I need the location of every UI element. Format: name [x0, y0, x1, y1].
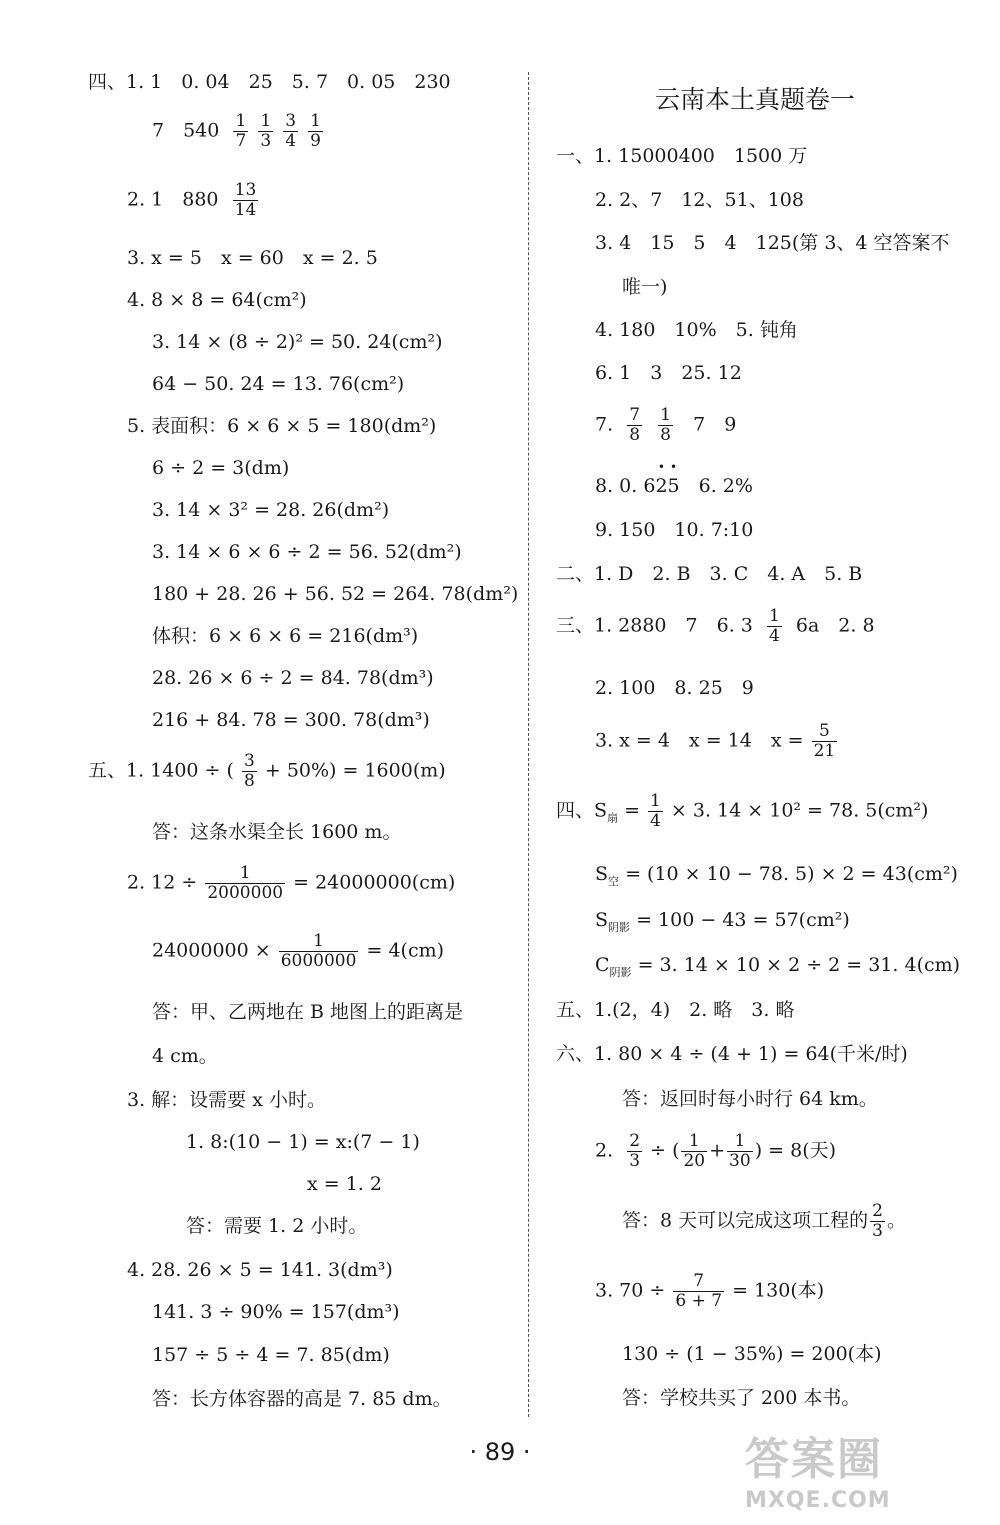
fraction: $\frac{1}{6000000}$	[280, 931, 357, 971]
watermark-site: MXQE.COM	[745, 1488, 891, 1513]
r-s4-line2: $S_空 = (10 \times 10 - 78$. 5) × 2 = 43(cm²)	[595, 863, 958, 888]
s4-q1-line1: 四、1. 1 0. 04 25 5. 7 0. 05 230	[88, 71, 451, 93]
fraction: $\frac{3}{8}$	[243, 751, 255, 791]
fraction: $\frac{1}{3}$	[260, 111, 272, 151]
s4-q5-line4: 3. 14 × 6 × 6 ÷ 2 = 56. 52(dm²)	[152, 541, 462, 563]
r-s1-q3-line1: 3. 4 15 5 4 125(第 3、4 空答案不	[595, 232, 950, 254]
r-s1-q7: 7. $\frac{7}{8}$ $\frac{1}{8}$ 7 9	[595, 405, 737, 445]
s4-q1-line2: 7 540 $\frac{1}{7}$ $\frac{1}{3}$ $\frac{3}{4}$ $\frac{1}{9}$	[152, 111, 321, 151]
fraction: $\frac{1}{30}$	[729, 1131, 751, 1171]
s5-q4-line2: 141. 3 ÷ 90% = 157(dm³)	[152, 1301, 400, 1323]
r-s6-q1: 六、1. 80 × 4 ÷ (4 + 1) = 64(千米/时)	[556, 1043, 908, 1065]
s5-q2-answer-line1: 答：甲、乙两地在 B 地图上的距离是	[152, 1001, 464, 1023]
fraction: $\frac{2}{3}$	[629, 1131, 641, 1171]
s5-q4-line3: 157 ÷ 5 ÷ 4 = 7. 85(dm)	[152, 1344, 390, 1366]
watermark-logo: 答案圈	[745, 1434, 883, 1485]
s5-q2-line2: 24000000 × $\frac{1}{6000000}$ = 4(cm)	[152, 931, 445, 971]
s4-q5-line8: 216 + 84. 78 = 300. 78(dm³)	[152, 709, 430, 731]
s5-q1: 五、1. 1400 ÷ ( $\frac{3}{8}$ + 50%) = 1600(m)	[88, 751, 446, 791]
r-s5: 五、1.(2，4) 2. 略 3. 略	[556, 999, 795, 1021]
s4-q5-line6: 体积：6 × 6 × 6 = 216(dm³)	[152, 625, 419, 647]
s4-q5-line2: 6 ÷ 2 = 3(dm)	[152, 457, 290, 479]
r-s2: 二、1. D 2. B 3. C 4. A 5. B	[556, 563, 863, 585]
s4-q2: 2. 1 880 $\frac{13}{14}$	[127, 180, 257, 220]
page-number: · 89 ·	[469, 1438, 531, 1466]
r-s1-q6: 6. 1 3 25. 12	[595, 362, 742, 384]
s5-q2-answer-line2: 4 cm。	[152, 1045, 218, 1067]
fraction: $\frac{1}{2000000}$	[207, 863, 284, 903]
r-s6-q3-line1: 3. 70 ÷ $\frac{7}{6 + 7}$ = 130(本)	[595, 1271, 825, 1311]
s4-q5-line7: 28. 26 × 6 ÷ 2 = 84. 78(dm³)	[152, 667, 434, 689]
s4-q3: 3. x = 5 x = 60 x = 2. 5	[127, 247, 378, 269]
fraction: $\frac{1}{4}$	[768, 606, 780, 646]
column-divider	[528, 72, 529, 1417]
s5-q4-answer: 答：长方体容器的高是 7. 85 dm。	[152, 1388, 452, 1410]
r-s6-q2-answer: 答：8 天可以完成这项工程的 $\frac{2}{3}$ 。	[622, 1201, 906, 1241]
watermark	[745, 1432, 990, 1522]
fraction: $\frac{13}{14}$	[234, 180, 257, 220]
s4-q5-line1: 5. 表面积：6 × 6 × 5 = 180(dm²)	[127, 415, 437, 437]
s5-q3-answer: 答：需要 1. 2 小时。	[186, 1215, 368, 1237]
r-s3-q3: 3. x = 4 x = 14 x = $\frac{5}{21}$	[595, 721, 836, 761]
s5-q2-line1: 2. 12 ÷ $\frac{1}{2000000}$ = 24000000(cm)	[127, 863, 456, 903]
r-s4-line3: $S_{阴影} = 100 - 43 = 57(cm^2)$	[595, 909, 850, 934]
s5-q3-line1: 3. 解：设需要 x 小时。	[127, 1089, 326, 1111]
r-s6-q2: 2. $\frac{2}{3}$ ÷ ( $\frac{1}{20}$ + $\frac{1}{30}$ ) = 8(天)	[595, 1131, 837, 1171]
s4-q4-line1: 4. 8 × 8 = 64(cm²)	[127, 289, 307, 311]
s4-q4-line2: 3. 14 × (8 ÷ 2)² = 50. 24(cm²)	[152, 331, 443, 353]
r-s6-q1-answer: 答：返回时每小时行 64 km。	[622, 1088, 878, 1110]
fraction: $\frac{1}{9}$	[310, 111, 321, 151]
s4-q5-line3: 3. 14 × 3² = 28. 26(dm²)	[152, 499, 390, 521]
r-s3-q2: 2. 100 8. 25 9	[595, 677, 754, 699]
r-s1-q2: 2. 2、7 12、51、108	[595, 189, 804, 211]
fraction: $\frac{5}{21}$	[813, 721, 836, 761]
repeating-digit: · 5	[668, 475, 680, 497]
r-s4-line4: $C_{阴影} = 3$. 14 × 10 × 2 ÷ 2 = 31. 4(cm)	[595, 954, 961, 979]
section-title: 云南本土真题卷一	[655, 85, 856, 114]
s5-q3-line3: x = 1. 2	[307, 1173, 382, 1195]
s5-q4-line1: 4. 28. 26 × 5 = 141. 3(dm³)	[127, 1259, 393, 1281]
r-s4-line1: 四、$S_扇$ = $\frac{1}{4}$ × 3. 14 × 10² = 78. 5(cm²)	[556, 791, 929, 831]
r-s1-q1: 一、1. 15000400 1500 万	[556, 145, 808, 167]
r-s1-q8: 8. 0. 6· 2· 5 6. 2%	[595, 474, 753, 498]
s5-q3-line2: 1. 8:(10 − 1) = x:(7 − 1)	[186, 1131, 420, 1153]
r-s6-q3-line2: 130 ÷ (1 − 35%) = 200(本)	[622, 1343, 882, 1365]
s4-q4-line3: 64 − 50. 24 = 13. 76(cm²)	[152, 373, 405, 395]
fraction: $\frac{3}{4}$	[285, 111, 297, 151]
fraction: $\frac{7}{8}$	[629, 405, 641, 445]
fraction: $\frac{7}{6 + 7}$	[675, 1271, 723, 1311]
r-s1-q4: 4. 180 10% 5. 钝角	[595, 319, 798, 341]
fraction: $\frac{1}{20}$	[683, 1131, 706, 1171]
r-s1-q3-line2: 唯一)	[622, 276, 668, 298]
fraction: $\frac{1}{7}$	[235, 111, 247, 151]
fraction: $\frac{1}{4}$	[650, 791, 661, 831]
r-s3-q1: 三、1. 2880 7 6. 3 $\frac{1}{4}$ 6a 2. 8	[556, 606, 875, 646]
r-s1-q9: 9. 150 10. 7:10	[595, 519, 754, 541]
repeating-digit: · 2	[655, 475, 667, 497]
r-s6-q3-answer: 答：学校共买了 200 本书。	[622, 1387, 861, 1409]
fraction: $\frac{2}{3}$	[872, 1201, 883, 1241]
s5-q1-answer: 答：这条水渠全长 1600 m。	[152, 821, 402, 843]
fraction: $\frac{1}{8}$	[660, 405, 671, 445]
s4-q5-line5: 180 + 28. 26 + 56. 52 = 264. 78(dm²)	[152, 583, 519, 605]
